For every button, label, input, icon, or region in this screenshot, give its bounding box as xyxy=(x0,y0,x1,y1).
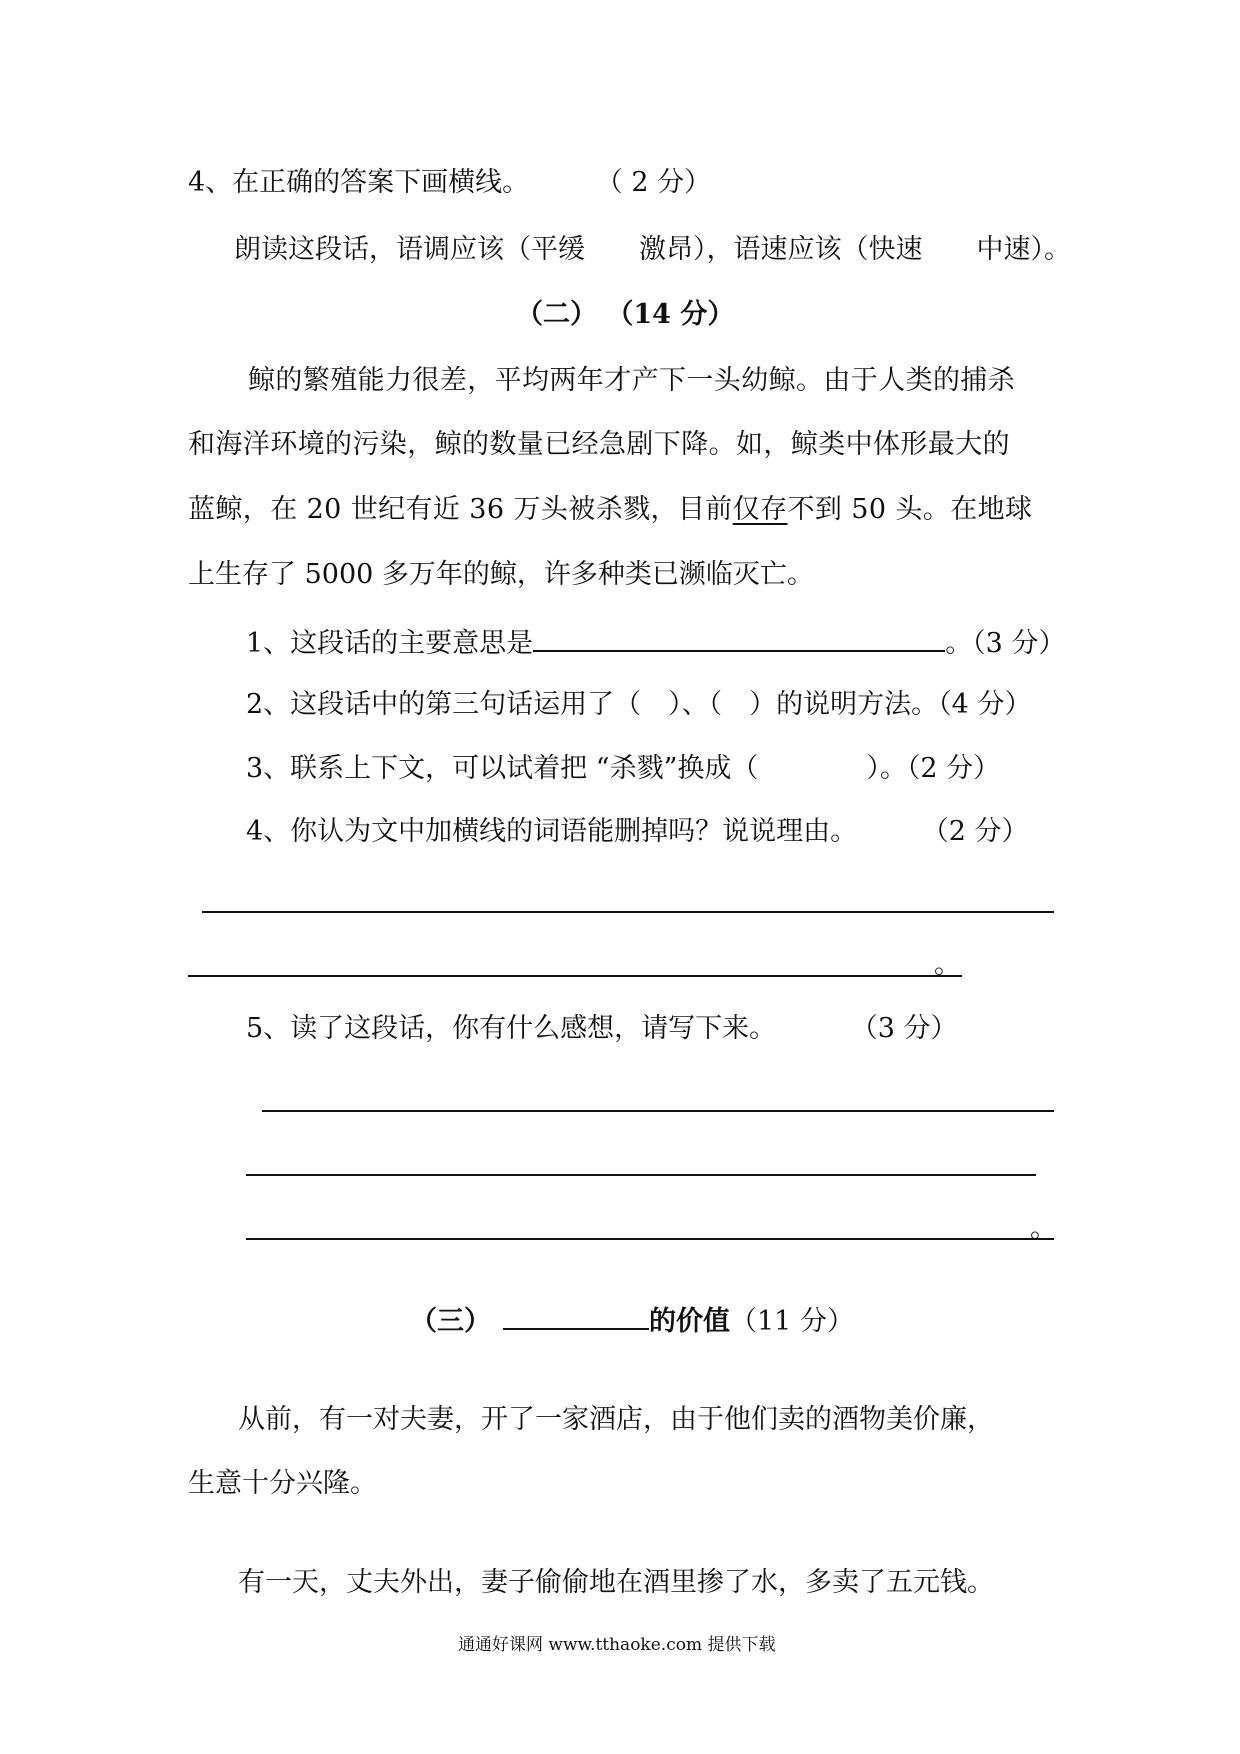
question-text: 5、读了这段话，你有什么感想，请写下来。 xyxy=(246,1013,777,1044)
page-footer: 通通好课网 www.tthaoke.com 提供下载 xyxy=(458,1635,776,1655)
question-4-prev-title xyxy=(188,166,711,200)
passage-text: 蓝鲸，在 20 世纪有近 36 万头被杀戮，目前 xyxy=(188,494,733,525)
heading-score: （11 分） xyxy=(730,1306,854,1337)
passage-line-1: 鲸的繁殖能力很差，平均两年才产下一头幼鲸。由于人类的捕杀 xyxy=(248,365,1016,396)
story-para-2: 有一天，丈夫外出，妻子偷偷地在酒里掺了水，多卖了五元钱。 xyxy=(238,1567,994,1598)
answer-line[interactable] xyxy=(246,1238,1054,1240)
end-mark: 。 xyxy=(934,949,961,980)
underlined-word: 仅存 xyxy=(732,494,788,525)
section-2-heading: （二） （14 分） xyxy=(516,299,735,330)
question-title-text: 4、在正确的答案下画横线。 xyxy=(188,167,530,198)
question-2: 2、这段话中的第三句话运用了（ ）、（ ）的说明方法。（4 分） xyxy=(246,689,1032,720)
passage-text: 不到 50 头。在地球 xyxy=(787,494,1033,525)
heading-suffix: 的价值 xyxy=(649,1306,730,1337)
answer-blank[interactable] xyxy=(533,624,945,652)
question-text: 1、这段话的主要意思是 xyxy=(246,628,534,659)
question-5 xyxy=(246,1012,958,1046)
answer-line[interactable] xyxy=(262,1110,1054,1112)
story-para-1-line-1: 从前，有一对夫妻，开了一家酒店，由于他们卖的酒物美价廉， xyxy=(238,1404,994,1435)
section-3-heading xyxy=(410,1302,854,1339)
passage-line-2: 和海洋环境的污染，鲸的数量已经急剧下降。如，鲸类中体形最大的 xyxy=(188,429,1010,460)
question-score: （2 分） xyxy=(921,816,1029,847)
heading-prefix: （三） xyxy=(410,1306,491,1337)
question-score: 。（3 分） xyxy=(945,628,1066,659)
question-text: 4、你认为文中加横线的词语能删掉吗？说说理由。 xyxy=(246,816,858,847)
question-1 xyxy=(246,624,1065,661)
question-4 xyxy=(246,815,1029,849)
question-score: （ 2 分） xyxy=(595,167,712,198)
answer-line[interactable] xyxy=(188,975,962,977)
story-para-1-line-2: 生意十分兴隆。 xyxy=(188,1468,377,1499)
end-mark: 。 xyxy=(1030,1213,1057,1244)
answer-line[interactable] xyxy=(246,1174,1036,1176)
question-3: 3、联系上下文，可以试着把 “杀戮”换成（ ）。（2 分） xyxy=(246,753,1001,784)
passage-line-3 xyxy=(188,493,1032,527)
title-blank[interactable] xyxy=(503,1302,649,1330)
question-4-prev-sentence: 朗读这段话，语调应该（平缓 激昂），语速应该（快速 中速）。 xyxy=(234,234,1071,265)
answer-line[interactable] xyxy=(202,911,1054,913)
passage-line-4: 上生存了 5000 多万年的鲸，许多种类已濒临灭亡。 xyxy=(188,559,814,590)
question-score: （3 分） xyxy=(850,1013,958,1044)
